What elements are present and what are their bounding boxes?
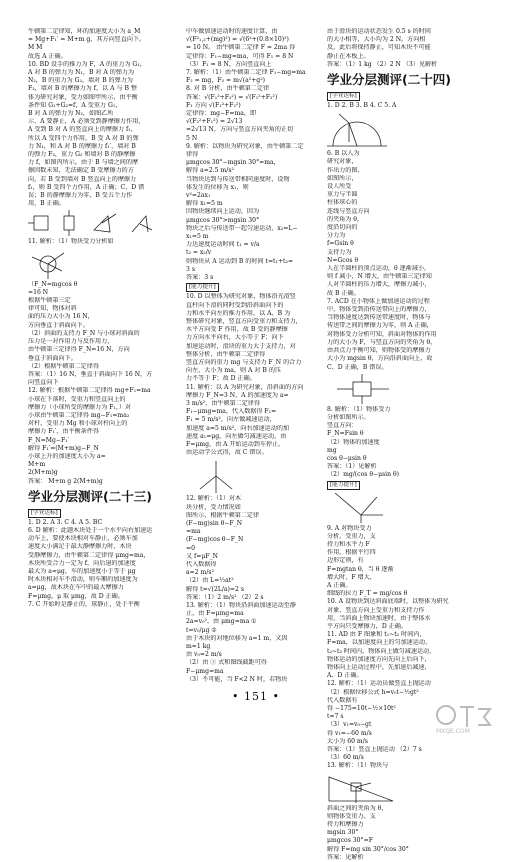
text-line: 图所示，根据牛顿第二定律	[186, 511, 260, 519]
section-tag: [学业达标]	[28, 509, 61, 518]
text-line: 故选 A 正确。	[28, 52, 67, 60]
text-line: 解得 F=mg sin 30°/cos 30°	[327, 845, 409, 853]
text-line: 牛顿第二定律知，环的加速度大小为 a_M	[28, 28, 141, 35]
text-line: 由共点力平衡可知，则物体受的摩擦力	[327, 347, 431, 355]
section-tag: [能力提升]	[327, 481, 360, 490]
text-line: 用，B 正确。	[28, 200, 65, 208]
text-line: N₂，B 的重力为 G₂，墙对 B 的弹力为	[28, 77, 133, 85]
text-line: 由于滑块的运动状态发生 0.5 s 的时间	[327, 28, 431, 35]
text-line: 定律得：mg−F=ma，即	[186, 110, 257, 118]
text-line: =16 N	[28, 288, 49, 296]
text-line: 力 f，如图丙所示，由于 B 与墙之间的摩	[28, 159, 139, 167]
text-line: 5 N	[186, 134, 198, 142]
text-line: 力的大小为 F，与竖直方向的夹角为 θ，	[327, 338, 437, 346]
text-line: 擦因数未知，无法确定 B 受摩擦力的方	[28, 167, 134, 175]
text-line: （2）由 L=½at²	[186, 577, 234, 585]
text-line: 细线的拉力 F_T = mg/cos θ	[327, 590, 408, 598]
text-line: 水平方向受 F 作用，故 B 受的静摩擦	[186, 326, 288, 334]
text-line: N=Gcos θ	[327, 256, 359, 264]
text-line: 摩擦力（小球所受的摩擦力为 F₁，）对	[28, 403, 132, 411]
text-line: f=Gsin θ	[327, 240, 354, 248]
text-line: B 对 A 的弹力为 N₂，如图乙所	[28, 110, 114, 118]
text-line: 人在半圆柱的顶点运动，θ 逐渐减小，	[327, 265, 431, 273]
svg-text:MXQE.COM: MXQE.COM	[436, 728, 470, 735]
text-line: F_N=Fsin θ	[327, 430, 364, 438]
text-line: 则 f 减小，N 增大，由牛顿第三定律知	[327, 273, 432, 281]
text-line: 设人所受	[327, 183, 352, 191]
text-line: 所以 A 受四个力作用，B 受 A 对 B 的弹	[28, 134, 139, 142]
text-line: μmgcos 30°>mgsin 30°	[186, 216, 260, 224]
text-line: 3 s	[186, 265, 195, 273]
text-line: 反，此后将保持静止，可知木块不可能	[327, 44, 431, 52]
text-line: (F−mg)sin θ−F_N	[186, 519, 243, 527]
text-line: （3）v₁=v₀−gt	[327, 721, 372, 729]
text-line: 代入数据有	[327, 696, 358, 704]
text-line: 用，当斜面上物块加速时，由于整体水	[327, 614, 431, 622]
text-line: 度沿切向的	[327, 224, 358, 232]
text-line: 又 f=μF_N	[186, 552, 218, 560]
text-line: 柱体球心的	[327, 199, 358, 207]
text-line: C、D 正确，B 错误。	[327, 363, 388, 371]
text-line: 速度大小满足于最大静摩擦力时，木块	[28, 543, 132, 551]
text-line: 解得 a=2.5 m/s²	[186, 167, 234, 175]
text-line: 中车做加速运动时的速度计算，由	[186, 28, 278, 35]
text-line: 3 m/s²，由牛顿第二定律得	[186, 399, 261, 407]
text-line: M+m	[28, 461, 46, 469]
text-line: 受静摩擦力，由牛顿第二定律得 μmg=ma，	[28, 551, 150, 559]
hemisphere-figure	[327, 112, 485, 148]
text-line: 对物体受力分析可知，斜面对物体的作用	[327, 330, 437, 338]
text-line: 答案：见解析	[327, 853, 364, 861]
text-line: （2）根据位移公式 h=v₀t−½gt²	[327, 688, 419, 696]
text-line: 解得 F₁′=(M+m)g−F_N	[28, 444, 99, 452]
text-line: 答案：（1）见解析	[327, 463, 377, 471]
text-line: 答案：（1）2 m/s² （2）2 s	[186, 593, 264, 601]
text-line: 重力与半圆	[327, 191, 358, 199]
text-line: 竖直方向的重力 mg 与支持力 F_N 的合力	[186, 358, 302, 366]
text-line: 小球由牛顿第二定律得 mg−F₁=ma₂	[28, 411, 130, 419]
text-line: （3）不可能，当 F<2 N 时，若物块	[186, 675, 288, 683]
text-line: 力不等于 F；故 D 正确。	[186, 375, 256, 383]
force-vector-figure	[186, 459, 321, 493]
text-line: F₂，墙对 B 的摩擦力为 f，以 A 与 B 整	[28, 85, 137, 93]
text-line: 持力和摩擦力	[327, 821, 364, 829]
text-line: 1. D 2. A 3. C 4. A 5. BC	[28, 518, 103, 526]
pendulum-force-figure	[327, 493, 485, 523]
text-line: 斜面之间的夹角为 θ，	[327, 804, 388, 812]
text-line: 摩擦力 F₁′，由平衡条件得	[28, 428, 99, 436]
incline-circle-figure	[28, 249, 166, 279]
text-line: 10. BD 设手的推力为 F，A 的重力为 G₁，	[28, 60, 146, 68]
text-line: a=2 m/s²	[186, 569, 214, 577]
text-line: 8. 解析：（1）物体受力	[327, 405, 391, 413]
text-line: 静止在木板上。	[327, 52, 370, 60]
text-line: 压力是一对作用力与反作用力，	[28, 338, 114, 346]
text-line: 向左，大小为 ma，则 A 对 B 的压	[186, 367, 282, 375]
text-line: 律可知，物体对斜	[28, 305, 77, 313]
text-line: 12. 解析：根据牛顿第二定律得 mg+F₁=ma	[28, 387, 151, 395]
text-line: 摩擦力 F_N=3 N，A 的加速度为 a=	[186, 391, 289, 399]
text-line: 时木块相对车不滑动，则车厢的加速度为	[28, 576, 138, 584]
text-line: 12. 解析：（1）对木	[186, 495, 242, 503]
text-line: 11. 解析：（1）物块受力分析如	[28, 238, 114, 246]
text-line: m=1 kg	[186, 643, 211, 651]
text-line: 由 v₀=2 m/s	[186, 651, 222, 659]
text-line: F₁−μmg=ma，代入数据得 F₁=	[186, 408, 277, 416]
text-line: 对杆，受重力 Mg 和小球对杆向上的	[28, 420, 128, 428]
text-line: F=mgtan θ，当 θ 逐渐	[327, 565, 394, 573]
text-line: 连线与竖直方向	[327, 207, 370, 215]
text-line: 答案：3 s	[186, 274, 214, 282]
text-line: 故 B 正确。	[327, 289, 360, 297]
text-line: 大小为 60 m/s	[327, 737, 368, 745]
text-line: （2）物体的加速度	[327, 438, 380, 446]
text-line: 物体向上运动过程中，先加速后减速，	[327, 663, 431, 671]
section-tag: [能力提升]	[186, 283, 219, 292]
text-line: 9. 解析：以物块为研究对象，由牛顿第二定	[186, 142, 304, 150]
text-line: 块分析，受力情况如	[186, 503, 241, 511]
text-line: x₁=5 m	[186, 233, 209, 241]
text-line: M M	[28, 44, 43, 52]
answer-column-middle	[186, 28, 321, 684]
text-line: v²=2ax₁	[186, 192, 211, 200]
force-diagram-figure	[28, 210, 166, 236]
text-line: 速度 a₁=μg，向左做匀减速运动，由	[186, 432, 287, 440]
text-line: 7. C 开始时是静止的，球静止，处于平衡	[28, 600, 140, 608]
text-line: 力达速度运动时间 t₁ = v/a	[186, 241, 260, 249]
text-line: 答案：√(F₁²+F₂²) = √(F₁²+F₂²)	[186, 93, 278, 101]
text-line: 力方向水平向右，大小等于 F；向下	[186, 334, 284, 342]
text-line: =2√13 N，方向与竖直方向夹角的正切	[186, 126, 294, 134]
text-line: 10. A 设物块到达斜面底端时，以整体为研究	[327, 598, 449, 606]
text-line: √(F²₁,₂+(mg)²) = √(6²+(0.8×10)²)	[186, 36, 289, 44]
text-line: 条件知 G₁+G₂=f，A 受重力 G₁，	[28, 101, 122, 109]
text-line: 加速运动时，滑块的重力大于支持力，对	[186, 342, 296, 350]
text-line: 得 −175=10t−½×10t²	[327, 705, 396, 712]
text-line: 对象，竖直方向上受重力和支持力作	[327, 606, 425, 614]
incline-block-figure	[327, 773, 485, 803]
text-line: 垂直于斜面向下。	[28, 354, 77, 362]
text-line: 7. 解析：（1）由牛顿第二定律 F₁−mg=ma	[186, 69, 306, 77]
text-line: 向，若 B 受到墙对 B 竖直向上的摩擦力	[28, 175, 137, 183]
text-line: 2(M+m)g	[28, 469, 58, 477]
text-line: t₂~t₃ 时间内，物体向上做匀减速运动，	[327, 647, 436, 655]
text-line: 11. 解析：以 A 为研究对象，沿斜面的方向	[186, 383, 304, 391]
text-line: （2）根据牛顿第二定律得	[28, 362, 99, 370]
text-line: 中，物体受到沿传送带向上的摩擦力，	[327, 306, 431, 314]
text-line: 边形定则，有	[327, 557, 364, 565]
text-line: = 10 N。 由牛顿第二定律 F = 2ma 得	[186, 44, 296, 52]
text-line: t₂ = x₂/v	[186, 249, 212, 257]
text-line: 的夹角为 θ，	[327, 215, 364, 223]
text-line: F−μmg=ma	[186, 667, 224, 675]
text-line: 由于木块的对地位移为 a=1 m，又因	[186, 634, 288, 642]
text-line: =ma	[186, 528, 201, 536]
text-line: 2a=v₀²，由 μmg=ma ①	[186, 618, 257, 626]
text-line: 研究对象，	[327, 158, 358, 166]
text-line: t=7 s	[327, 713, 344, 721]
text-line: 力 N₁，和 A 对 B 的摩擦力 f₁′，墙对 B	[28, 142, 136, 150]
text-line: 当物块达到与传送带相同速度时，设物	[186, 175, 290, 183]
text-line: 的弹力 F₂，重力 G₂ 和墙对 B 的静摩擦	[28, 151, 136, 159]
text-line: t=v₀/μg ②	[186, 626, 217, 634]
text-line: A、D 正确。	[327, 672, 363, 680]
text-line: 作出力的图，	[327, 166, 364, 174]
text-line: （2）mg/(cos θ−μsin θ)	[327, 471, 400, 479]
text-line: （F_N=mgcos θ	[28, 280, 78, 288]
text-line: 13. 解析：（1）物块与	[327, 762, 389, 770]
text-line: √(F₂²+F₁²) = 2√13	[186, 118, 243, 126]
text-line: 体为研究对象，受力如图甲所示，由平衡	[28, 93, 138, 101]
text-line: 示，A 要静止，A 必须受到静摩擦力作用，	[28, 118, 145, 126]
text-line: 向竖直向下	[28, 379, 59, 387]
text-line: 体发生的位移为 x₁，则	[186, 183, 249, 191]
text-line: 定律得：F₁−mg=ma，可得 F₁ = 8 N	[186, 52, 294, 60]
text-line: 则物体受重力、支	[327, 812, 376, 820]
text-line: 止，由 F=μmg=ma	[186, 610, 244, 618]
text-line: 则物块从 A 运动到 B 的时间 t=t₁+t₂=	[186, 257, 294, 265]
text-line: 大小为 mgsin θ，方向沿斜面向上，故	[327, 355, 433, 363]
text-line: 分析如图所示。	[327, 413, 370, 421]
text-line: 力和水平向左的推力作用，以 A、B 为	[186, 309, 291, 317]
text-line: F=μmg，由 A 开始运动到车停止，	[186, 440, 285, 448]
text-line: 9. A 对物块受力	[327, 524, 372, 532]
text-line: 答案：（1）1 kg （2）2 N （3）见解析	[327, 60, 438, 68]
page-number: • 151 •	[232, 690, 280, 703]
text-line: 持力和水平力 F	[327, 540, 370, 548]
text-line: F₁ = 5 m/s²，向左做减速运动，	[186, 416, 276, 424]
text-line: 得 v₁=−60 m/s	[327, 729, 372, 737]
text-line: 12. 解析：（1）运动员做竖直上抛运动	[327, 680, 431, 688]
text-line: 物体运动的加速度方向先向上后向下，	[327, 655, 431, 663]
text-line: A 对 B 的弹力为 N₁，B 对 A 的弹力为	[28, 69, 135, 77]
text-line: F₂ = mg，F₂ = m√(a²+g²)	[186, 77, 266, 85]
text-line: 动车上，要使木块相对车静止，必须车加	[28, 535, 138, 543]
text-line: （3）F₁ = 8 N，方向竖直向上	[186, 60, 272, 68]
text-line: 1. D 2. B 3. B 4. C 5. A	[327, 102, 397, 110]
text-line: 由牛顿第三定律得 F_N=16 N，方向	[28, 346, 130, 354]
text-line: 根据牛顿第三定	[28, 297, 71, 305]
text-line: 加速度 a=5 m/s²，向右加速运动的加	[186, 424, 290, 432]
text-line: f₁，则 B 受四个力作用，A 正确；C、D 错	[28, 183, 145, 191]
text-line: （2）由 ① 式和图线截距可得	[186, 659, 267, 667]
text-line: 面的压力大小为 16 N，	[28, 313, 94, 321]
block-force-figure	[327, 374, 485, 404]
text-line: 6. D 解析：此题木块处于一个水平向右加速运	[28, 526, 153, 534]
text-line: 增大时，F 增大，	[327, 573, 376, 581]
text-line: 答案： M+m g 2(M+m)g	[28, 477, 103, 485]
text-line: 传送带之间的摩擦力为零，则 A 正确，	[327, 322, 433, 330]
text-line: μmgcos 30°=F	[327, 837, 373, 845]
text-line: 整体分析，由牛顿第二定律得	[186, 350, 266, 358]
watermark-logo-icon	[434, 701, 504, 735]
text-line: 最大为 a=μg，车的加速度小于等于 μg	[28, 567, 136, 575]
text-line: 6. B 以人为	[327, 150, 360, 158]
text-line: 解得 x₁=5 m	[186, 200, 223, 208]
text-line: 律得	[186, 151, 199, 159]
text-line: 当物体速度达到传送带速度时，物体与	[327, 314, 431, 322]
text-line: 因物块继续向上运动，因为	[186, 208, 260, 216]
text-line: （3）60 m/s	[327, 754, 364, 762]
text-line: cos θ−μsin θ	[327, 454, 367, 462]
text-line: 误；B 的静摩擦力为零，B 受五个力作	[28, 192, 133, 200]
text-line: μmgcos 30°−mgsin 30°=ma，	[186, 159, 280, 167]
text-line: 小球上升的加速度大小为 a=	[28, 452, 106, 460]
text-line: (F−mg)cos θ−F_N	[186, 536, 244, 544]
text-line: =0	[186, 544, 195, 552]
text-line: F_N=Mg−F₁′	[28, 436, 70, 444]
text-line: 答案：（1）16 N，垂直于斜面向下 16 N，方	[28, 370, 153, 378]
text-line: 由运动学公式得，故 C 错误。	[186, 449, 268, 457]
text-line: 支持力为	[327, 248, 352, 256]
section-title: 学业分层测评(二十三)	[28, 488, 152, 504]
text-line: mg	[327, 446, 337, 454]
text-line: 平方向只受摩擦力，D 正确。	[327, 622, 407, 630]
text-line: A 正确。	[327, 581, 352, 589]
text-line: （2）斜面的支持力 F_N 与小球对斜面的	[28, 329, 140, 337]
text-line: A 受到 B 对 A 的竖直向上的摩擦力 f₁，	[28, 126, 137, 134]
section-tag: [学业达标]	[327, 92, 360, 101]
text-line: F₁ 方向 √(F₁²+F₂²)	[186, 101, 241, 109]
text-line: 木块所受合力一定为 f，向后退的加速度	[28, 559, 136, 567]
answer-column-left	[28, 28, 166, 609]
text-line: 作用，根据平行四	[327, 549, 376, 557]
text-line: 分析，受重力，支	[327, 532, 376, 540]
section-title: 学业分层测评(二十四)	[327, 72, 451, 88]
text-line: 13. 解析：（1）物块沿斜面加速运动至静	[186, 602, 296, 609]
text-line: 8. 对 B 分析，由牛顿第二定律	[186, 85, 270, 93]
text-line: 小球在下落时，受重力和竖直向上的	[28, 395, 126, 403]
text-line: 7. ACD 在小物体上做加速运动的过程	[327, 297, 430, 305]
text-line: 的大小相等，大小均为 2 N，方向相	[327, 36, 426, 44]
answer-column-right	[327, 28, 485, 862]
text-line: 答案：（1）竖直上抛运动 （2）7 s	[327, 746, 422, 754]
text-line: 分力为	[327, 232, 346, 240]
text-line: 方向垂直于斜面向下。	[28, 321, 89, 329]
text-line: = Mg+F₁′ = M+m g，其方向竖直向下。	[28, 36, 146, 44]
text-line: 10. D 以整体为研究对象，物体沿光滑竖	[186, 293, 296, 301]
text-line: a=μg，故木块在车中的最大摩擦力	[28, 584, 124, 592]
text-line: 整体研究对象，竖直方向受重力和支持力，	[186, 317, 302, 325]
text-line: 竖直方向：	[327, 422, 358, 430]
text-line: 直杆向下滑的同时受到沿斜面向下的	[186, 301, 284, 309]
text-line: 11. AD 由 F 图象和 t₁~t₂ 时间内，	[327, 631, 426, 639]
text-line: 代入数据得	[186, 560, 217, 568]
text-line: F=μmg，μ 取 μmg，故 D 正确。	[28, 592, 124, 600]
text-line: 如图所示，	[327, 174, 358, 182]
text-line: 人对半圆柱的压力增大，摩擦力减小，	[327, 281, 431, 289]
text-line: 物块之后与传送带一起匀速运动，x₂=L−	[186, 224, 298, 232]
text-line: F=ma，以加速度向上的匀加速运动，	[327, 639, 432, 647]
text-line: 解得 t=√(2L/a)=2 s	[186, 585, 244, 593]
text-line: mgsin 30°	[327, 829, 359, 837]
